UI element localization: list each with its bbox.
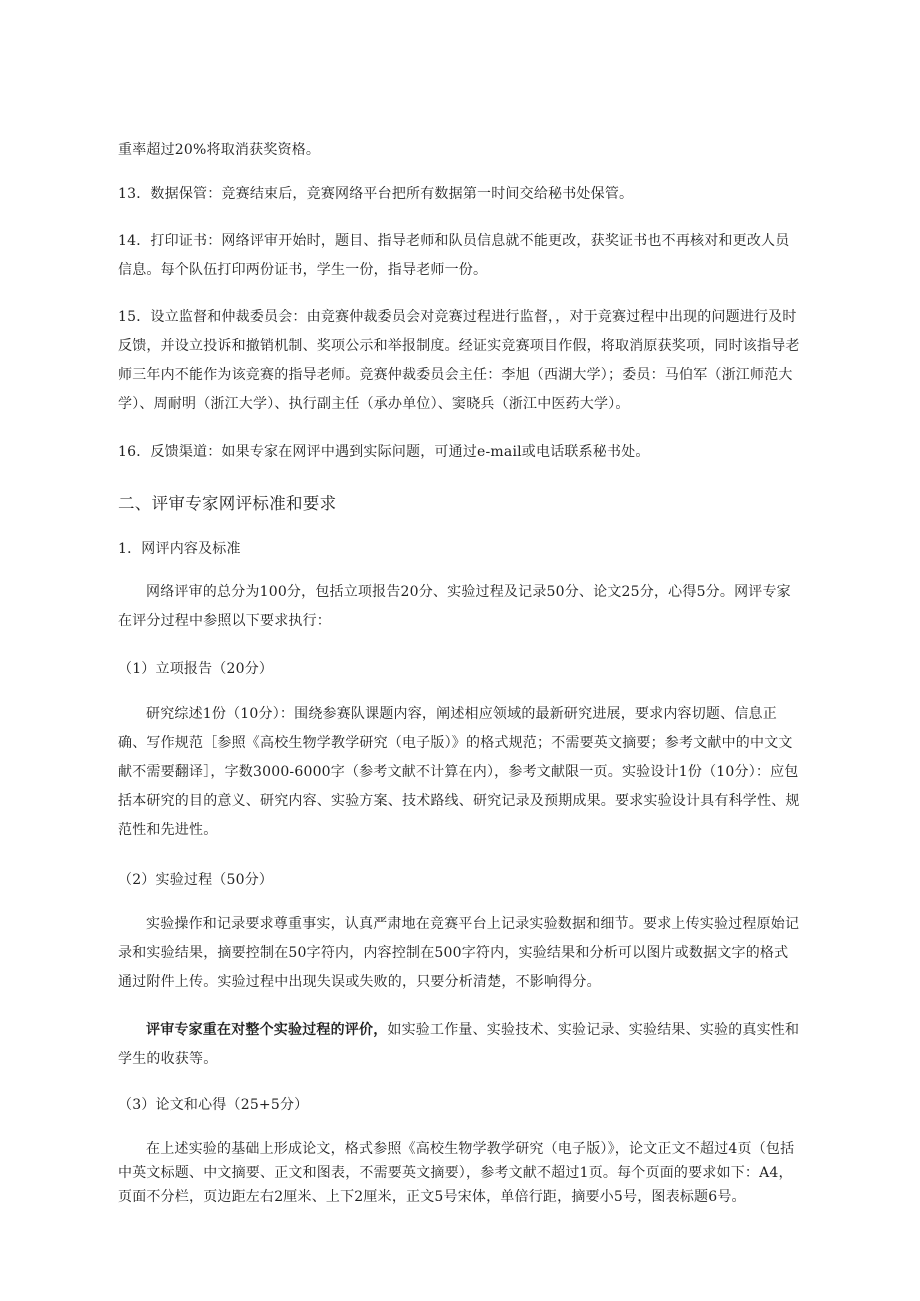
- paragraph-part-3: 在上述实验的基础上形成论文，格式参照《高校生物学教学研究（电子版）》，论文正文不超过4页（包括中英文标题、中文摘要、正文和图表，不需要英文摘要），参考文献不超过1页。每个页面的要求如下：A4，页面不分栏，页边距左右2厘米、上下2厘米，正文5号宋体，单倍行距，摘要小5号，图表标题6号。: [118, 1141, 795, 1205]
- paragraph-part-2: 实验操作和记录要求尊重事实，认真严肃地在竞赛平台上记录实验数据和细节。要求上传实验过程原始记录和实验结果，摘要控制在50字符内，内容控制在500字符内，实验结果和分析可以图片或数据文字的格式通过附件上传。实验过程中出现失误或失败的，只要分析清楚，不影响得分。: [118, 916, 800, 990]
- paragraph-part-2-evaluation: [118, 1016, 802, 1074]
- list-item-15: [118, 303, 802, 419]
- part-1-heading: （1）立项报告（20分）: [118, 661, 274, 677]
- list-item-13-number: 13: [118, 186, 137, 202]
- list-item-16-text: ．反馈渠道：如果专家在网评中遇到实际问题，可通过e-mail或电话联系秘书处。: [136, 444, 650, 460]
- list-item-14: [118, 227, 802, 285]
- evaluation-emphasis: 评审专家重在对整个实验过程的评价，: [146, 1022, 388, 1038]
- list-item-14-text: ．打印证书：网络评审开始时，题目、指导老师和队员信息就不能更改，获奖证书也不再核对和更改人员信息。每个队伍打印两份证书，学生一份，指导老师一份。: [118, 233, 790, 278]
- list-item-13-text: ．数据保管：竞赛结束后，竞赛网络平台把所有数据第一时间交给秘书处保管。: [136, 186, 634, 202]
- paragraph-total-score: 网络评审的总分为100分，包括立项报告20分、实验过程及记录50分、论文25分，心得5分。网评专家在评分过程中参照以下要求执行：: [118, 584, 791, 629]
- list-item-16: [118, 438, 802, 467]
- part-3-heading: （3）论文和心得（25+5分）: [118, 1097, 309, 1113]
- paragraph-top-text: 重率超过20%将取消获奖资格。: [118, 142, 321, 158]
- paragraph-part-1: 研究综述1份（10分）：围绕参赛队课题内容，阐述相应领域的最新研究进展，要求内容切题、信息正确、写作规范［参照《高校生物学教学研究（电子版）》的格式规范；不需要英文摘要；参考文献中的中文文献不需要翻译］，字数3000-6000字（参考文献不计算在内），参考文献限一页。实验设计1份（10分）：应包括本研究的目的意义、研究内容、实验方案、技术路线、研究记录及预期成果。要求实验设计具有科学性、规范性和先进性。: [118, 706, 800, 838]
- part-2-heading: （2）实验过程（50分）: [118, 872, 274, 888]
- list-item-15-number: 15: [118, 309, 137, 325]
- subsection-1-heading: 1．网评内容及标准: [118, 541, 241, 557]
- evaluation-rest: 如实验工作量、实验技术、实验记录、实验结果、实验的真实性和学生的收获等。: [118, 1022, 800, 1067]
- paragraph-top: [118, 136, 802, 165]
- list-item-15-text: ．设立监督和仲裁委员会：由竞赛仲裁委员会对竞赛过程进行监督，，对于竞赛过程中出现的问题进行及时反馈，并设立投诉和撤销机制、奖项公示和举报制度。经证实竞赛项目作假，将取消原获奖项，同时该指导老师三年内不能作为该竞赛的指导老师。竞赛仲裁委员会主任：李旭（西湖大学）；委员：马伯军（浙江师范大学）、周耐明（浙江大学）、执行副主任（承办单位）、窦晓兵（浙江中医药大学）。: [118, 309, 800, 412]
- section-2-heading: 二、评审专家网评标准和要求: [118, 494, 337, 513]
- list-item-13: [118, 180, 802, 209]
- list-item-16-number: 16: [118, 444, 137, 460]
- list-item-14-number: 14: [118, 233, 137, 249]
